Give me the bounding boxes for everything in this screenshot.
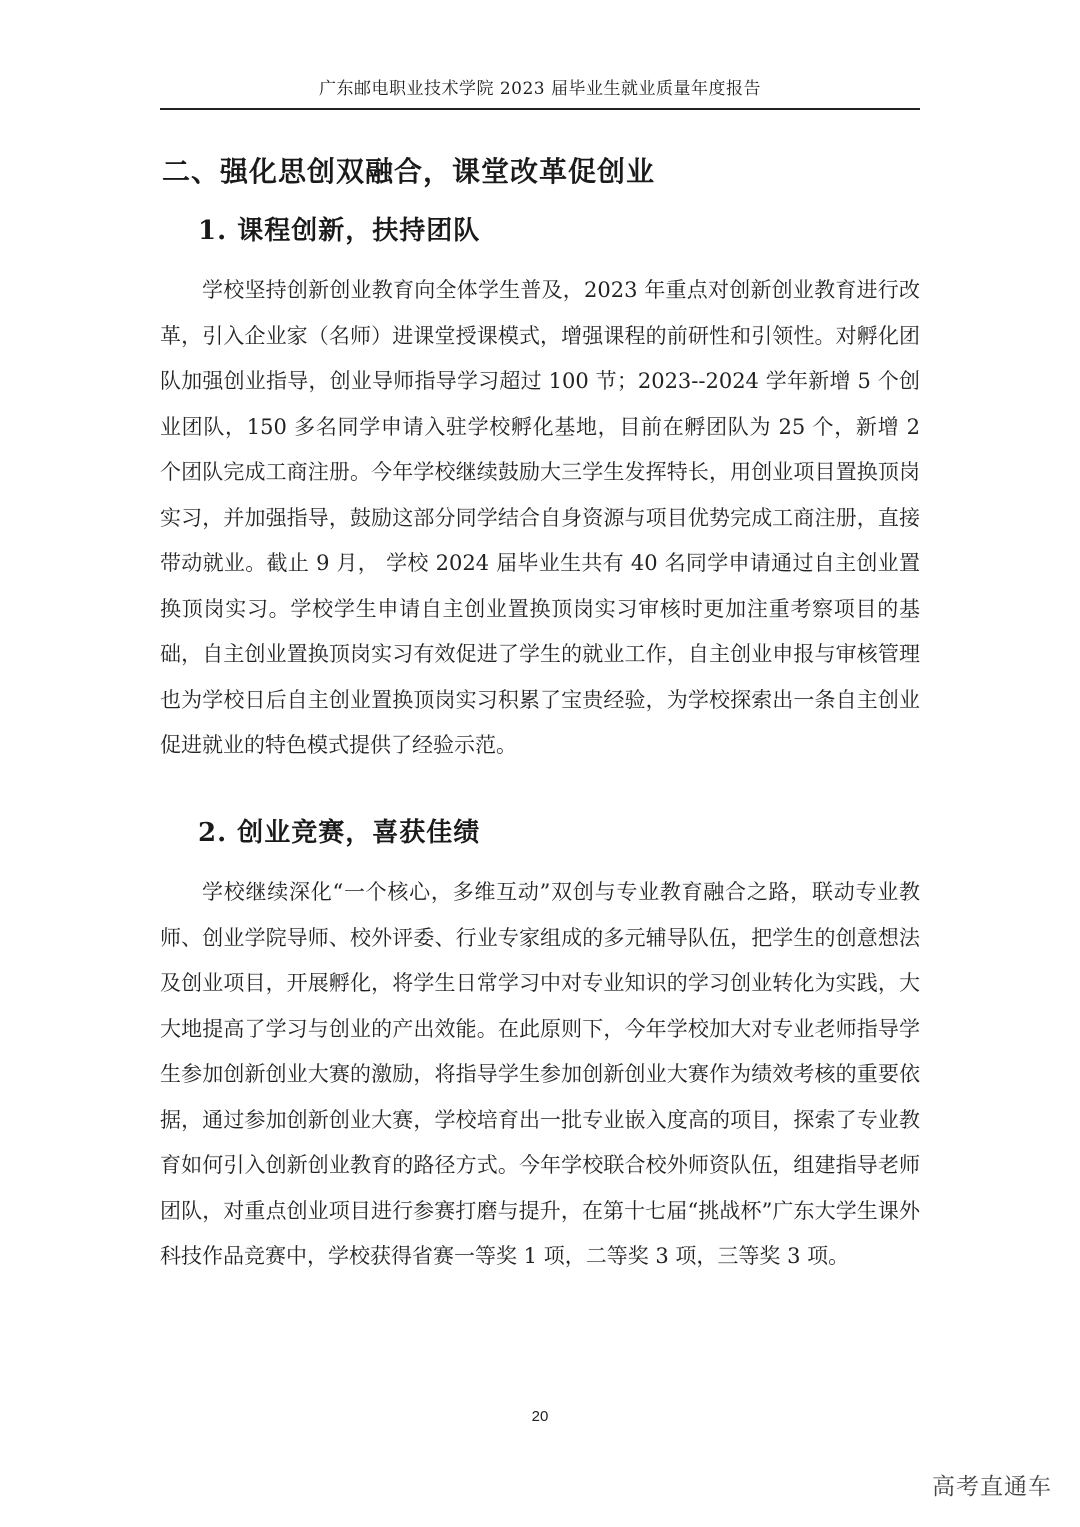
report-header-title: 广东邮电职业技术学院 2023 届毕业生就业质量年度报告 [318,79,762,99]
header-divider [160,108,920,110]
subsection-heading-course-innovation: 1. 课程创新，扶持团队 [198,216,481,246]
paragraph-course-innovation: 学校坚持创新创业教育向全体学生普及，2023 年重点对创新创业教育进行改革，引入企业家（名师）进课堂授课模式，增强课程的前研性和引领性。对孵化团队加强创业指导，创业导师指导学习超过 100 节；2023--2024 学年新增 5 个创业团队，150 多名同学申请入驻学校孵化基地，目前在孵团队为 25 个，新增 2 个团队完成工商注册。今年学校继续鼓励大三学生发挥特长，用创业项目置换顶岗实习，并加强指导，鼓励这部分同学结合自身资源与项目优势完成工商注册，直接带动就业。截止 9 月， 学校 2024 届毕业生共有 40 名同学申请通过自主创业置换顶岗实习。学校学生申请自主创业置换顶岗实习审核时更加注重考察项目的基础，自主创业置换顶岗实习有效促进了学生的就业工作，自主创业申报与审核管理也为学校日后自主创业置换顶岗实习积累了宝贵经验，为学校探索出一条自主创业促进就业的特色模式提供了经验示范。 [160,278,920,757]
section-heading: 二、强化思创双融合，课堂改革促创业 [162,155,656,188]
paragraph-entrepreneurship-competition: 学校继续深化“一个核心，多维互动”双创与专业教育融合之路，联动专业教师、创业学院导师、校外评委、行业专家组成的多元辅导队伍，把学生的创意想法及创业项目，开展孵化，将学生日常学习中对专业知识的学习创业转化为实践，大大地提高了学习与创业的产出效能。在此原则下，今年学校加大对专业老师指导学生参加创新创业大赛的激励，将指导学生参加创新创业大赛作为绩效考核的重要依据，通过参加创新创业大赛，学校培育出一批专业嵌入度高的项目，探索了专业教育如何引入创新创业教育的路径方式。今年学校联合校外师资队伍，组建指导老师团队，对重点创业项目进行参赛打磨与提升，在第十七届“挑战杯”广东大学生课外科技作品竞赛中，学校获得省赛一等奖 1 项，二等奖 3 项，三等奖 3 项。 [160,880,920,1268]
page-number: 20 [531,1408,549,1425]
subsection-heading-entrepreneurship-competition: 2. 创业竞赛，喜获佳绩 [198,818,481,848]
source-watermark: 高考直通车 [932,1474,1052,1500]
